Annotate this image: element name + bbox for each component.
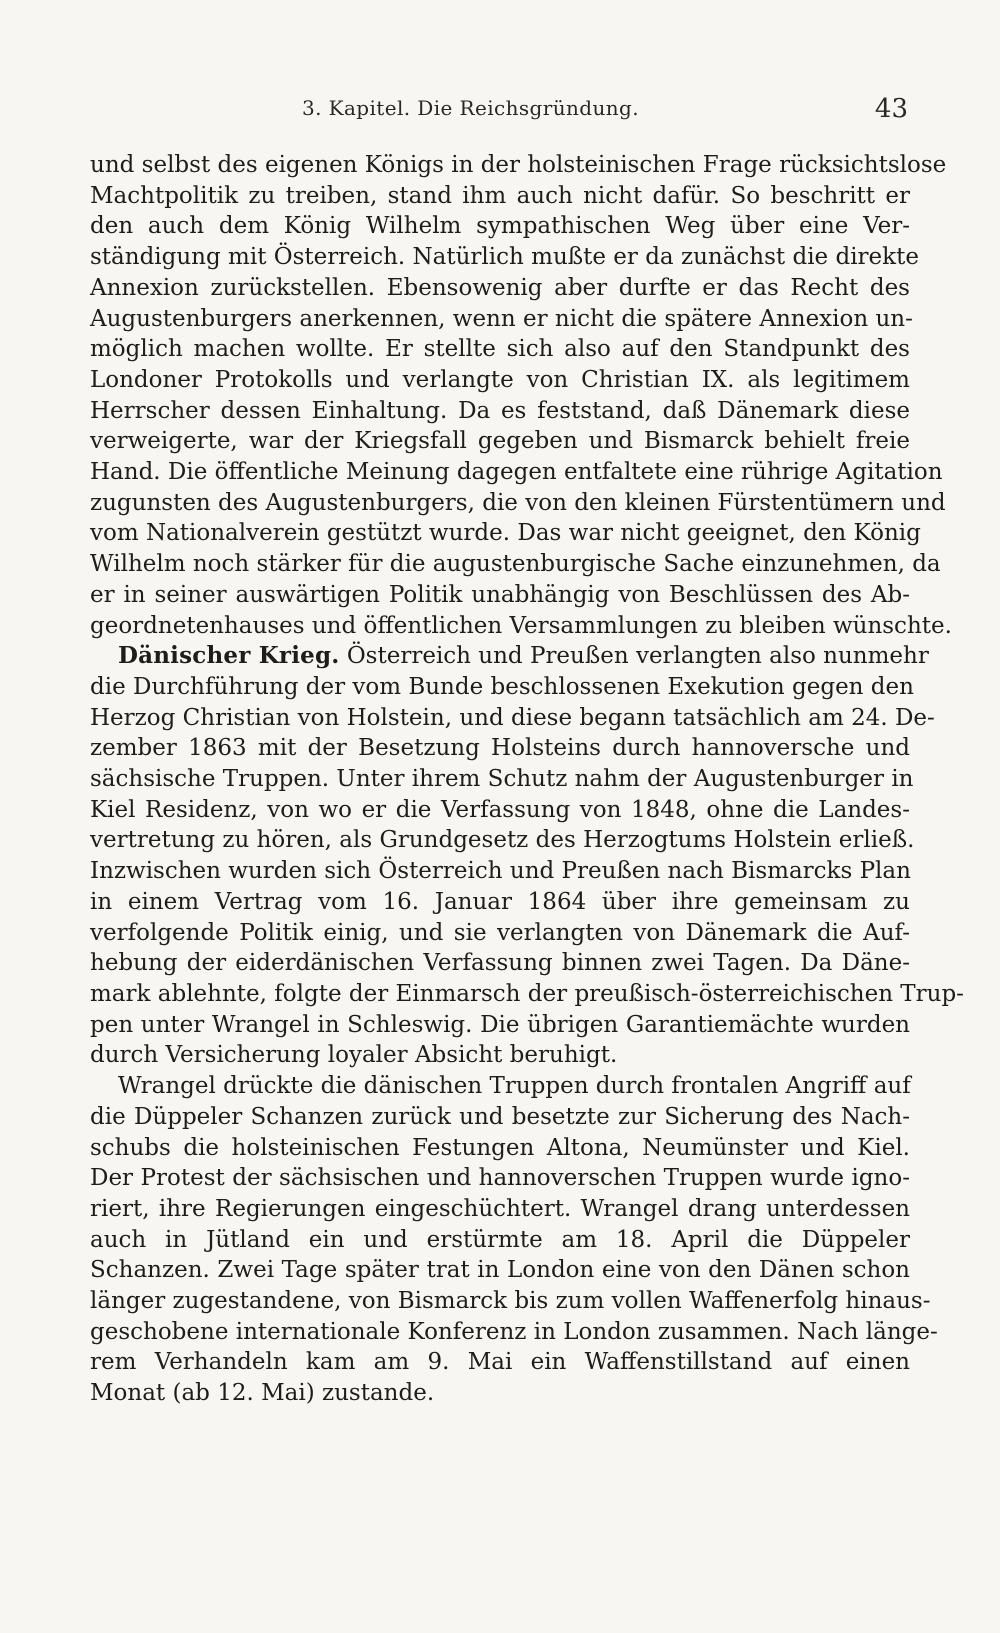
text-line: zember 1863 mit der Besetzung Holsteins durch hannoversche und bbox=[90, 735, 910, 762]
text-line: zugunsten des Augustenburgers, die von den kleinen Fürstentümern und bbox=[90, 489, 946, 516]
text-line: er in seiner auswärtigen Politik unabhängig von Beschlüssen des Ab- bbox=[90, 581, 910, 608]
text-line: mark ablehnte, folgte der Einmarsch der preußisch-österreichischen Trup- bbox=[90, 980, 964, 1007]
text-line: Herzog Christian von Holstein, und diese begann tatsächlich am 24. De- bbox=[90, 704, 935, 731]
text-line: Hand. Die öffentliche Meinung dagegen entfaltete eine rührige Agitation bbox=[90, 459, 943, 486]
text-line: in einem Vertrag vom 16. Januar 1864 über ihre gemeinsam zu bbox=[90, 888, 910, 915]
text-line: sächsische Truppen. Unter ihrem Schutz nahm der Augustenburger in bbox=[90, 766, 914, 793]
text-line: Schanzen. Zwei Tage später trat in London eine von den Dänen schon bbox=[90, 1257, 910, 1284]
text-line: verweigerte, war der Kriegsfall gegeben und Bismarck behielt freie bbox=[90, 428, 910, 455]
text-line: Wilhelm noch stärker für die augustenburgische Sache einzunehmen, da bbox=[90, 551, 941, 578]
text-line: Londoner Protokolls und verlangte von Christian IX. als legitimem bbox=[90, 366, 910, 393]
text-line: vertretung zu hören, als Grundgesetz des Herzogtums Holstein erließ. bbox=[90, 827, 915, 854]
paragraph bbox=[90, 641, 964, 1071]
text-line: verfolgende Politik einig, und sie verlangten von Dänemark die Auf- bbox=[90, 919, 910, 946]
text-line: Wrangel drückte die dänischen Truppen durch frontalen Angriff auf bbox=[118, 1073, 911, 1100]
running-head: 3. Kapitel. Die Reichsgründung. bbox=[302, 96, 639, 120]
text-line: Annexion zurückstellen. Ebensowenig aber durfte er das Recht des bbox=[90, 274, 910, 301]
text-line: vom Nationalverein gestützt wurde. Das war nicht geeignet, den König bbox=[90, 520, 921, 547]
text-line: Augustenburgers anerkennen, wenn er nicht die spätere Annexion un- bbox=[90, 305, 913, 332]
text-line: rem Verhandeln kam am 9. Mai ein Waffenstillstand auf einen bbox=[90, 1349, 910, 1376]
text-line: schubs die holsteinischen Festungen Altona, Neumünster und Kiel. bbox=[90, 1134, 910, 1161]
text-line: geordnetenhauses und öffentlichen Versammlungen zu bleiben wünschte. bbox=[90, 612, 952, 639]
text-line bbox=[90, 641, 929, 672]
text-line: Herrscher dessen Einhaltung. Da es feststand, daß Dänemark diese bbox=[90, 397, 910, 424]
text-line: und selbst des eigenen Königs in der holsteinischen Frage rücksichtslose bbox=[90, 152, 947, 178]
text-line: durch Versicherung loyaler Absicht beruhigt. bbox=[90, 1042, 618, 1069]
page-body bbox=[90, 150, 964, 1409]
page-number: 43 bbox=[874, 94, 908, 124]
page-header bbox=[90, 96, 908, 130]
text-line: hebung der eiderdänischen Verfassung binnen zwei Tagen. Da Däne- bbox=[90, 950, 910, 977]
text-line: Inzwischen wurden sich Österreich und Preußen nach Bismarcks Plan bbox=[90, 858, 911, 885]
text-line: ständigung mit Österreich. Natürlich mußte er da zunächst die direkte bbox=[90, 244, 919, 271]
text-line: Kiel Residenz, von wo er die Verfassung von 1848, ohne die Landes- bbox=[90, 796, 910, 823]
text-line: möglich machen wollte. Er stellte sich also auf den Standpunkt des bbox=[90, 336, 910, 363]
text-fragment: Österreich und Preußen verlangten also nunmehr bbox=[346, 643, 929, 670]
text-line: die Düppeler Schanzen zurück und besetzte zur Sicherung des Nach- bbox=[90, 1103, 910, 1130]
text-line: länger zugestandene, von Bismarck bis zum vollen Waffenerfolg hinaus- bbox=[90, 1288, 931, 1315]
text-line: den auch dem König Wilhelm sympathischen Weg über eine Ver- bbox=[90, 213, 910, 240]
text-line: die Durchführung der vom Bunde beschlossenen Exekution gegen den bbox=[90, 673, 914, 700]
text-line: pen unter Wrangel in Schleswig. Die übrigen Garantiemächte wurden bbox=[90, 1011, 910, 1038]
text-line: Monat (ab 12. Mai) zustande. bbox=[90, 1380, 435, 1407]
paragraph bbox=[90, 150, 952, 641]
section-heading: Dänischer Krieg. bbox=[118, 642, 340, 670]
text-line: riert, ihre Regierungen eingeschüchtert. Wrangel drang unterdessen bbox=[90, 1195, 910, 1222]
text-line: geschobene internationale Konferenz in London zusammen. Nach länge- bbox=[90, 1318, 938, 1345]
paragraph bbox=[90, 1071, 938, 1409]
text-line: Machtpolitik zu treiben, stand ihm auch nicht dafür. So beschritt er bbox=[90, 182, 910, 209]
text-line: Der Protest der sächsischen und hannoverschen Truppen wurde igno- bbox=[90, 1165, 910, 1192]
text-line: auch in Jütland ein und erstürmte am 18. April die Düppeler bbox=[90, 1226, 910, 1253]
